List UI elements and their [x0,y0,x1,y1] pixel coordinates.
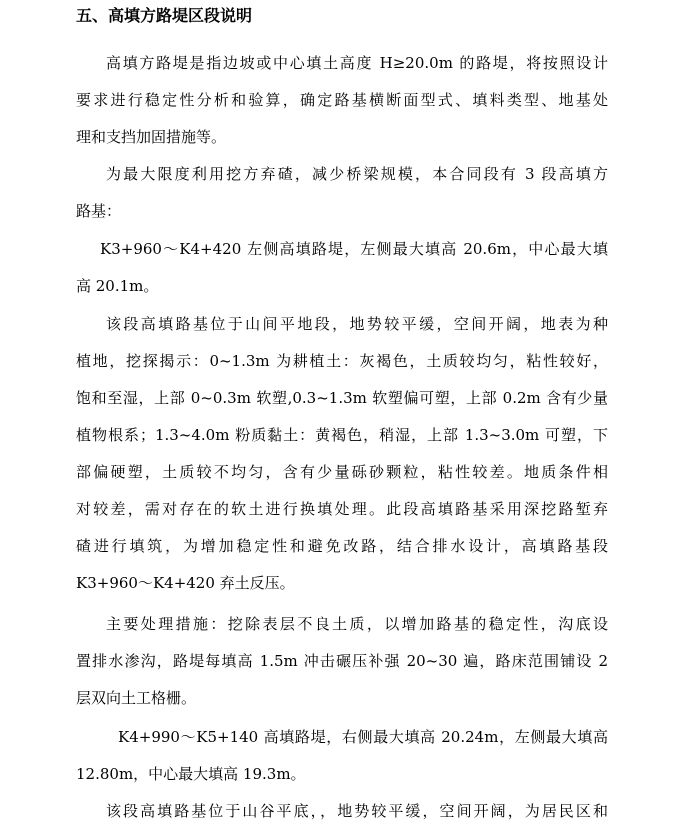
paragraph-4-line-5: 部偏硬塑，土质较不均匀，含有少量砾砂颗粒，粘性较差。地质条件相 [76,463,608,481]
paragraph-6-line-1: K4+990～K5+140 高填路堤，右侧最大填高 20.24m，左侧最大填高 [118,728,608,746]
paragraph-2-line-1: 为最大限度利用挖方弃碴，减少桥梁规模，本合同段有 3 段高填方 [106,165,608,183]
paragraph-1-line-2: 要求进行稳定性分析和验算，确定路基横断面型式、填料类型、地基处 [76,91,608,109]
paragraph-7-line-1: 该段高填路基位于山谷平底，，地势较平缓，空间开阔，为居民区和 [106,802,608,820]
paragraph-3-line-2: 高 20.1m。 [76,277,159,295]
paragraph-5-line-1: 主要处理措施：挖除表层不良土质，以增加路基的稳定性，沟底设 [106,615,608,633]
paragraph-5-line-3: 层双向土工格栅。 [76,689,197,707]
paragraph-5-line-2: 置排水渗沟，路堤每填高 1.5m 冲击碾压补强 20~30 遍，路床范围铺设 2 [76,652,608,670]
paragraph-1-line-1: 高填方路堤是指边坡或中心填土高度 H≥20.0m 的路堤，将按照设计 [106,54,608,72]
paragraph-3-line-1: K3+960～K4+420 左侧高填路堤，左侧最大填高 20.6m，中心最大填 [100,240,608,258]
paragraph-2-line-2: 路基： [76,202,122,220]
section-heading: 五、高填方路堤区段说明 [76,6,253,25]
paragraph-4-line-1: 该段高填路基位于山间平地段，地势较平缓，空间开阔，地表为种 [106,315,608,333]
paragraph-4-line-3: 饱和至湿，上部 0~0.3m 软塑,0.3~1.3m 软塑偏可塑，上部 0.2m 含有少量 [76,389,608,407]
paragraph-6-line-2: 12.80m，中心最大填高 19.3m。 [76,765,306,783]
paragraph-4-line-2: 植地，挖探揭示：0~1.3m 为耕植土：灰褐色，土质较均匀，粘性较好， [76,352,608,370]
paragraph-4-line-7: 碴进行填筑，为增加稳定性和避免改路，结合排水设计，高填路基段 [76,537,608,555]
paragraph-4-line-4: 植物根系；1.3~4.0m 粉质黏土：黄褐色，稍湿，上部 1.3~3.0m 可塑，下 [76,426,608,444]
paragraph-4-line-8: K3+960～K4+420 弃土反压。 [76,574,295,592]
paragraph-1-line-3: 理和支挡加固措施等。 [76,128,227,146]
paragraph-4-line-6: 对较差，需对存在的软土进行换填处理。此段高填路基采用深挖路堑弃 [76,500,608,518]
